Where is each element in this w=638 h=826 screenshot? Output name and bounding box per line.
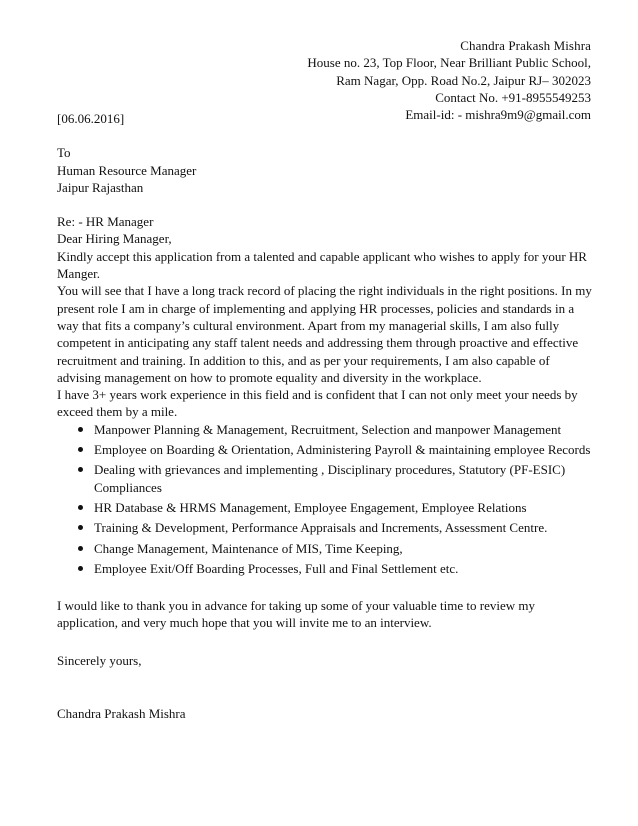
letter-body [57, 110, 595, 722]
bullet-icon [78, 566, 83, 571]
closing: Sincerely yours, [57, 652, 142, 668]
bullet-icon [78, 505, 83, 510]
bullet-icon [78, 525, 83, 530]
bullet-icon [78, 447, 83, 452]
recipient-block [57, 144, 595, 196]
bullet-icon [78, 546, 83, 551]
sender-contact: Contact No. +91-8955549253 [435, 89, 591, 105]
bullet-icon [78, 467, 83, 472]
salutation: Dear Hiring Manager, [57, 231, 172, 247]
list-item: Employee on Boarding & Orientation, Administering Payroll & maintaining employee Records [94, 441, 595, 458]
subject-prefix: Re: [57, 214, 79, 230]
paragraph-thanks: I would like to thank you in advance for taking up some of your valuable time to review my application, and very much hope that you will invite me to an interview. [57, 598, 535, 631]
recipient-title: Human Resource Manager [57, 162, 197, 178]
subject-line [57, 213, 595, 230]
recipient-to: To [57, 145, 71, 161]
subject-text: - HR Manager [78, 214, 154, 230]
sender-address-line1: House no. 23, Top Floor, Near Brilliant Public School, [307, 55, 591, 71]
recipient-location: Jaipur Rajasthan [57, 179, 144, 195]
list-item: Manpower Planning & Management, Recruitment, Selection and manpower Management [94, 421, 595, 438]
list-item: HR Database & HRMS Management, Employee Engagement, Employee Relations [94, 499, 595, 516]
list-item: Dealing with grievances and implementing , Disciplinary procedures, Statutory (PF-ESIC) Compliances [94, 461, 595, 496]
signature-name: Chandra Prakash Mishra [57, 706, 186, 722]
paragraph-years: I have 3+ years work experience in this field and is confident that I can not only meet your needs by exceed them by a mile. [57, 387, 578, 420]
paragraph-intro: Kindly accept this application from a talented and capable applicant who wishes to apply for your HR Manger. [57, 248, 587, 282]
bullet-icon [78, 427, 83, 432]
list-item: Training & Development, Performance Appraisals and Increments, Assessment Centre. [94, 519, 595, 536]
sender-address-line2: Ram Nagar, Opp. Road No.2, Jaipur RJ– 302023 [336, 72, 591, 88]
skills-list [57, 421, 595, 577]
list-item: Employee Exit/Off Boarding Processes, Full and Final Settlement etc. [94, 560, 595, 577]
paragraph-experience: You will see that I have a long track record of placing the right individuals in the right positions. In my present role I am in charge of implementing and applying HR processes, policies and standards in a way that fits a company’s cultural environment. Apart from my managerial skills, I am also fully competent in anticipating any staff talent needs and addressing them through proactive and effective recruitment and training. In addition to this, and as per your requirements, I am also capable of advising management on how to promote equality and diversity in the workplace. [57, 283, 592, 385]
sender-name: Chandra Prakash Mishra [460, 38, 591, 53]
list-item: Change Management, Maintenance of MIS, Time Keeping, [94, 540, 595, 557]
letter-date: [06.06.2016] [57, 111, 125, 126]
sender-email: Email-id: - mishra9m9@gmail.com [405, 107, 591, 123]
